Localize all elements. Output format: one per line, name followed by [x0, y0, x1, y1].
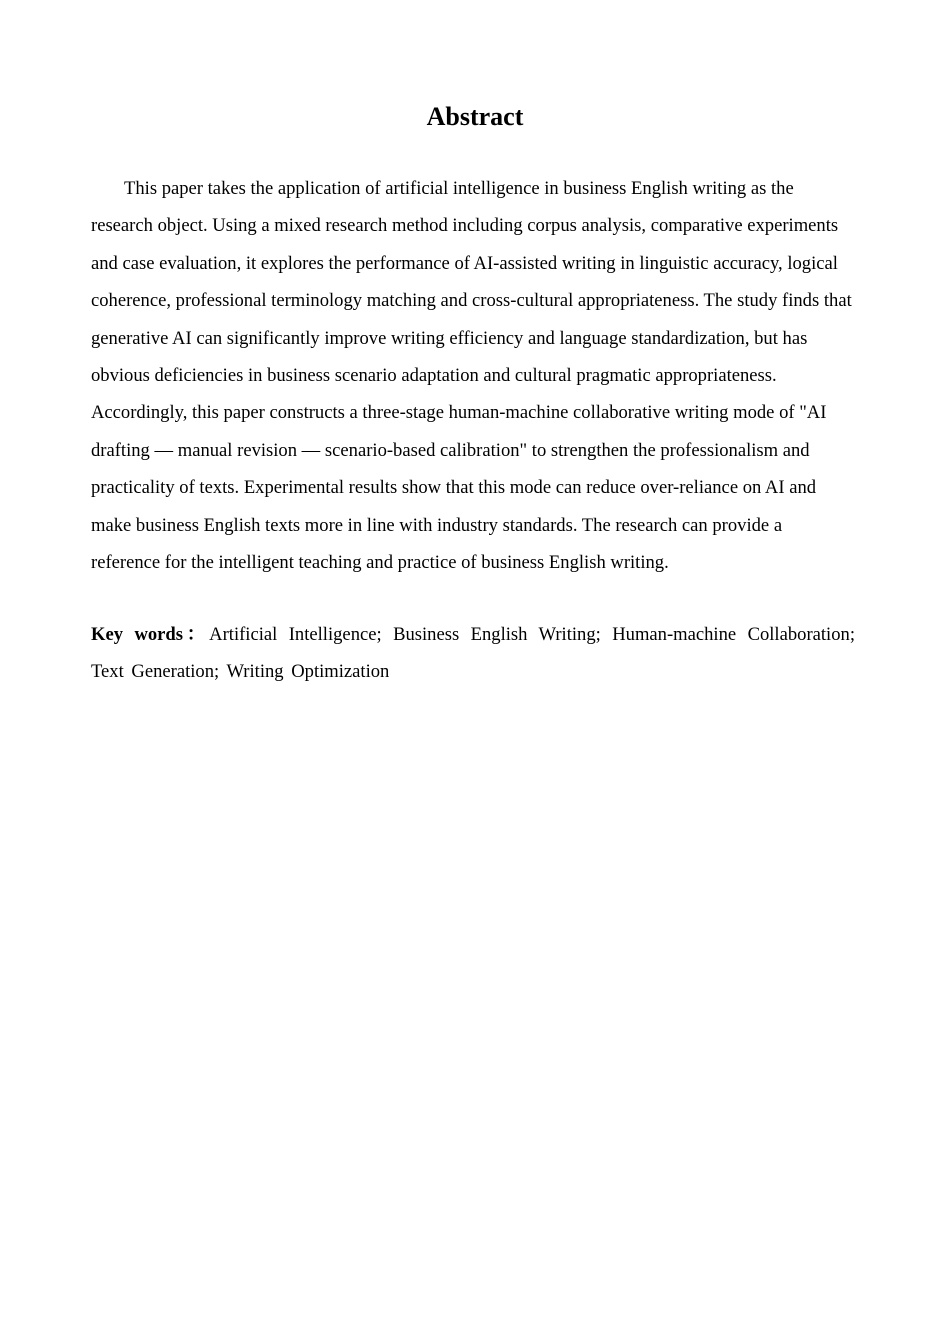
keywords-line — [91, 616, 855, 691]
keywords-text: Artificial Intelligence; Business English Writing; Human-machine Collaboration; Text Generation; Writing Optimization — [91, 624, 855, 683]
abstract-heading: Abstract — [426, 102, 524, 131]
abstract-paragraph: This paper takes the application of artificial intelligence in business English writing as the research object. Using a mixed research method including corpus analysis, comparative experiments and case evaluation, it explores the performance of AI-assisted writing in linguistic accuracy, logical coherence, professional terminology matching and cross-cultural appropriateness. The study finds that generative AI can significantly improve writing efficiency and language standardization, but has obvious deficiencies in business scenario adaptation and cultural pragmatic appropriateness. Accordingly, this paper constructs a three-stage human-machine collaborative writing mode of "AI drafting — manual revision — scenario-based calibration" to strengthen the professionalism and practicality of texts. Experimental results show that this mode can reduce over-reliance on AI and make business English texts more in line with industry standards. The research can provide a reference for the intelligent teaching and practice of business English writing. — [91, 178, 852, 574]
keywords-label: Key words： — [91, 624, 210, 645]
